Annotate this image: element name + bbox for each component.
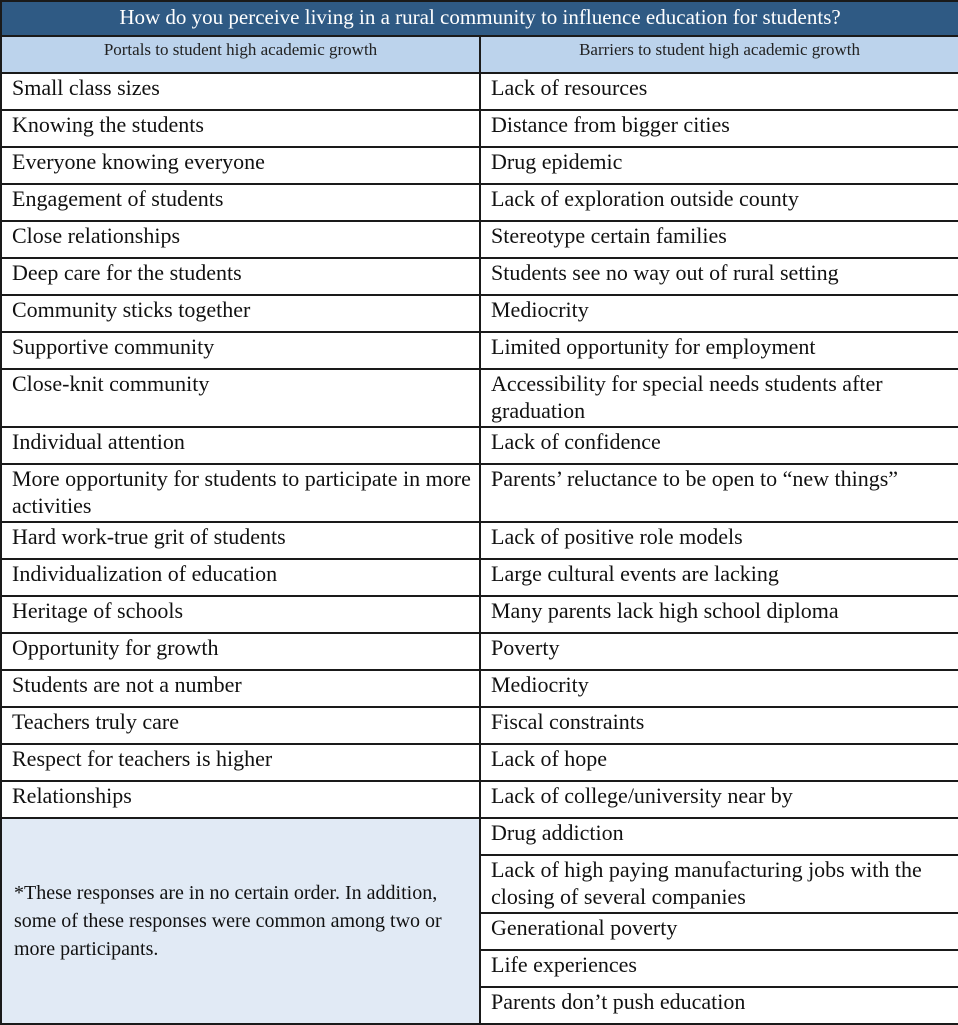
portal-cell: Respect for teachers is higher: [1, 744, 480, 781]
portal-cell: Individualization of education: [1, 559, 480, 596]
table-row: [1, 559, 958, 596]
portal-cell: Teachers truly care: [1, 707, 480, 744]
barrier-cell: Parents don’t push education: [480, 987, 958, 1024]
column-header-portals: Portals to student high academic growth: [1, 36, 480, 73]
portal-cell: Opportunity for growth: [1, 633, 480, 670]
table-row: [1, 707, 958, 744]
table-row: [1, 73, 958, 110]
barrier-cell: Distance from bigger cities: [480, 110, 958, 147]
table-row: [1, 596, 958, 633]
portal-cell: More opportunity for students to participate in more activities: [1, 464, 480, 522]
table-row: [1, 781, 958, 818]
portal-cell: Engagement of students: [1, 184, 480, 221]
table-row: [1, 147, 958, 184]
portal-cell: Individual attention: [1, 427, 480, 464]
barrier-cell: Parents’ reluctance to be open to “new things”: [480, 464, 958, 522]
barrier-cell: Lack of college/university near by: [480, 781, 958, 818]
table-row: [1, 258, 958, 295]
table-row: [1, 369, 958, 427]
barrier-cell: Limited opportunity for employment: [480, 332, 958, 369]
footnote-cell: *These responses are in no certain order. In addition, some of these responses were common among two or more participants.: [1, 818, 480, 1024]
barrier-cell: Drug addiction: [480, 818, 958, 855]
table-row: [1, 221, 958, 258]
barrier-cell: Lack of exploration outside county: [480, 184, 958, 221]
portal-cell: Knowing the students: [1, 110, 480, 147]
portal-cell: Close relationships: [1, 221, 480, 258]
table-row: [1, 633, 958, 670]
barrier-cell: Lack of resources: [480, 73, 958, 110]
table-row: [1, 670, 958, 707]
barrier-cell: Students see no way out of rural setting: [480, 258, 958, 295]
barrier-cell: Many parents lack high school diploma: [480, 596, 958, 633]
barrier-cell: Life experiences: [480, 950, 958, 987]
barrier-cell: Generational poverty: [480, 913, 958, 950]
portal-cell: Hard work-true grit of students: [1, 522, 480, 559]
barrier-cell: Drug epidemic: [480, 147, 958, 184]
table-row: [1, 295, 958, 332]
portal-cell: Close-knit community: [1, 369, 480, 427]
barrier-cell: Stereotype certain families: [480, 221, 958, 258]
portal-cell: Supportive community: [1, 332, 480, 369]
table-title: How do you perceive living in a rural community to influence education for students?: [1, 1, 958, 36]
portal-cell: Everyone knowing everyone: [1, 147, 480, 184]
barrier-cell: Mediocrity: [480, 295, 958, 332]
table-row: [1, 464, 958, 522]
portal-cell: Relationships: [1, 781, 480, 818]
table-row: [1, 332, 958, 369]
portal-cell: Heritage of schools: [1, 596, 480, 633]
column-header-barriers: Barriers to student high academic growth: [480, 36, 958, 73]
barrier-cell: Large cultural events are lacking: [480, 559, 958, 596]
barrier-cell: Mediocrity: [480, 670, 958, 707]
table-row: [1, 522, 958, 559]
title-row: [1, 1, 958, 36]
portal-cell: Small class sizes: [1, 73, 480, 110]
barrier-cell: Poverty: [480, 633, 958, 670]
barrier-cell: Lack of hope: [480, 744, 958, 781]
portal-cell: Community sticks together: [1, 295, 480, 332]
table-row: [1, 110, 958, 147]
table-row: [1, 744, 958, 781]
barrier-cell: Lack of confidence: [480, 427, 958, 464]
barrier-cell: Fiscal constraints: [480, 707, 958, 744]
header-row: [1, 36, 958, 73]
table-row: [1, 184, 958, 221]
barrier-cell: Lack of high paying manufacturing jobs with the closing of several companies: [480, 855, 958, 913]
table-row: [1, 818, 958, 855]
barrier-cell: Lack of positive role models: [480, 522, 958, 559]
barrier-cell: Accessibility for special needs students after graduation: [480, 369, 958, 427]
portal-cell: Deep care for the students: [1, 258, 480, 295]
table-row: [1, 427, 958, 464]
portal-cell: Students are not a number: [1, 670, 480, 707]
